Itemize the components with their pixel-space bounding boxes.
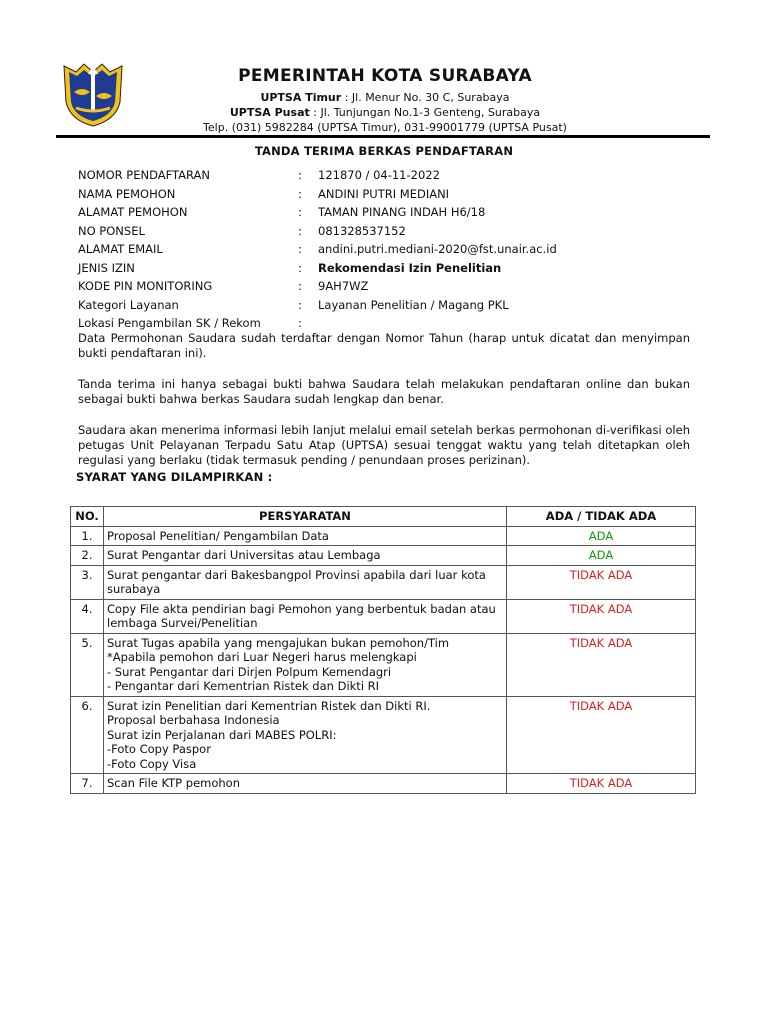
requirement-line: Surat pengantar dari Bakesbangpol Provinsi apabila dari luar kota surabaya: [107, 567, 486, 596]
info-colon: :: [298, 168, 302, 183]
info-colon: :: [298, 223, 302, 238]
letterhead-title: PEMERINTAH KOTA SURABAYA: [238, 66, 532, 86]
requirement-cell: [104, 526, 507, 546]
requirement-line: - Surat Pengantar dari Dirjen Polpum Kemendagri: [107, 664, 392, 679]
info-colon: :: [298, 186, 302, 201]
requirement-line: Proposal berbahasa Indonesia: [107, 713, 280, 727]
requirement-line: Scan File KTP pemohon: [107, 776, 241, 790]
info-value: Rekomendasi Izin Penelitian: [318, 260, 502, 275]
info-colon: :: [298, 260, 302, 275]
info-value: 9AH7WZ: [318, 279, 369, 294]
info-row: [78, 296, 698, 315]
requirements-heading: SYARAT YANG DILAMPIRKAN :: [76, 470, 273, 484]
info-row: [78, 185, 698, 204]
requirement-line: -Foto Copy Visa: [107, 756, 197, 771]
table-row: [71, 599, 696, 633]
info-row: [78, 222, 698, 241]
info-label: ALAMAT PEMOHON: [78, 205, 188, 220]
requirement-cell: [104, 565, 507, 599]
table-row: [71, 696, 696, 774]
info-label: NAMA PEMOHON: [78, 186, 176, 201]
letterhead: [130, 66, 640, 135]
info-colon: :: [298, 242, 302, 257]
info-value: andini.putri.mediani-2020@fst.unair.ac.id: [318, 242, 557, 257]
info-label: Lokasi Pengambilan SK / Rekom: [78, 316, 261, 331]
notice-paragraph: Tanda terima ini hanya sebagai bukti bahwa Saudara telah melakukan pendaftaran online dan bukan sebagai bukti bahwa berkas Saudara sudah lengkap dan benar.: [78, 377, 690, 406]
info-colon: :: [298, 205, 302, 220]
table-row: [71, 633, 696, 696]
requirement-cell: [104, 633, 507, 696]
row-number: 5.: [71, 633, 104, 696]
requirement-cell: [104, 774, 507, 794]
document-title: TANDA TERIMA BERKAS PENDAFTARAN: [254, 144, 514, 158]
info-value: 121870 / 04-11-2022: [318, 168, 440, 183]
office-address-timur: : Jl. Menur No. 30 C, Surabaya: [341, 91, 510, 104]
info-colon: :: [298, 316, 302, 331]
row-number: 4.: [71, 599, 104, 633]
letterhead-phone: Telp. (031) 5982284 (UPTSA Timur), 031-99001779 (UPTSA Pusat): [203, 121, 567, 134]
requirement-cell: [104, 599, 507, 633]
office-address-pusat: : Jl. Tunjungan No.1-3 Genteng, Surabaya: [309, 106, 541, 119]
info-value: ANDINI PUTRI MEDIANI: [318, 186, 450, 201]
notice-paragraphs: [78, 331, 690, 484]
table-row: [71, 526, 696, 546]
info-label: NOMOR PENDAFTARAN: [78, 168, 211, 183]
info-row: [78, 314, 698, 333]
info-label: JENIS IZIN: [78, 260, 135, 275]
info-row: [78, 277, 698, 296]
info-value: 081328537152: [318, 223, 406, 238]
row-number: 2.: [71, 546, 104, 566]
row-number: 7.: [71, 774, 104, 794]
info-label: Kategori Layanan: [78, 297, 179, 312]
info-colon: :: [298, 279, 302, 294]
info-row: [78, 240, 698, 259]
header-no: NO.: [71, 507, 104, 527]
table-row: [71, 774, 696, 794]
requirement-line: Surat izin Perjalanan dari MABES POLRI:: [107, 727, 337, 742]
status-badge: ADA: [507, 526, 696, 546]
info-row: [78, 203, 698, 222]
status-badge: ADA: [507, 546, 696, 566]
requirement-line: Surat Tugas apabila yang mengajukan bukan pemohon/Tim: [107, 635, 450, 650]
requirement-line: Surat Pengantar dari Universitas atau Lembaga: [107, 548, 381, 562]
header-persyaratan: PERSYARATAN: [104, 507, 507, 527]
row-number: 6.: [71, 696, 104, 774]
status-badge: TIDAK ADA: [507, 565, 696, 599]
letterhead-address-timur: [130, 90, 640, 105]
notice-paragraph: Saudara akan menerima informasi lebih lanjut melalui email setelah berkas permohonan di-verifikasi oleh petugas Unit Pelayanan Terpadu Satu Atap (UPTSA) sesuai tenggat waktu yang telah ditetapkan oleh regulasi yang berlaku (tidak termasuk pending / penundaan proses perizinan).: [78, 423, 690, 467]
requirement-line: Copy File akta pendirian bagi Pemohon yang berbentuk badan atau lembaga Survei/Penelitian: [107, 601, 496, 630]
requirement-line: - Pengantar dari Kementrian Ristek dan Dikti RI: [107, 679, 380, 693]
table-row: [71, 546, 696, 566]
status-badge: TIDAK ADA: [507, 633, 696, 696]
status-badge: TIDAK ADA: [507, 599, 696, 633]
requirement-line: Surat izin Penelitian dari Kementrian Ristek dan Dikti RI.: [107, 698, 431, 713]
table-header-row: [71, 507, 696, 527]
header-status: ADA / TIDAK ADA: [507, 507, 696, 527]
office-name-timur: UPTSA Timur: [260, 91, 342, 104]
status-badge: TIDAK ADA: [507, 774, 696, 794]
requirement-cell: [104, 696, 507, 774]
status-badge: TIDAK ADA: [507, 696, 696, 774]
surabaya-crest-logo: [62, 62, 124, 128]
info-colon: :: [298, 297, 302, 312]
requirement-cell: [104, 546, 507, 566]
row-number: 1.: [71, 526, 104, 546]
info-row: [78, 259, 698, 278]
requirement-line: *Apabila pemohon dari Luar Negeri harus melengkapi: [107, 650, 417, 664]
notice-paragraph: Data Permohonan Saudara sudah terdaftar dengan Nomor Tahun (harap untuk dicatat dan menyimpan bukti pendaftaran ini).: [78, 331, 690, 360]
table-row: [71, 565, 696, 599]
requirements-table: [70, 506, 696, 794]
requirement-line: Proposal Penelitian/ Pengambilan Data: [107, 528, 329, 543]
office-name-pusat: UPTSA Pusat: [229, 106, 310, 119]
info-label: KODE PIN MONITORING: [78, 279, 213, 294]
info-label: ALAMAT EMAIL: [78, 242, 163, 257]
info-row: [78, 166, 698, 185]
info-value: Layanan Penelitian / Magang PKL: [318, 297, 509, 312]
row-number: 3.: [71, 565, 104, 599]
info-label: NO PONSEL: [78, 223, 145, 238]
letterhead-address-pusat: [130, 105, 640, 120]
registration-info: [78, 166, 698, 333]
header-divider: [56, 135, 710, 138]
requirement-line: -Foto Copy Paspor: [107, 742, 211, 756]
info-value: TAMAN PINANG INDAH H6/18: [318, 205, 486, 220]
